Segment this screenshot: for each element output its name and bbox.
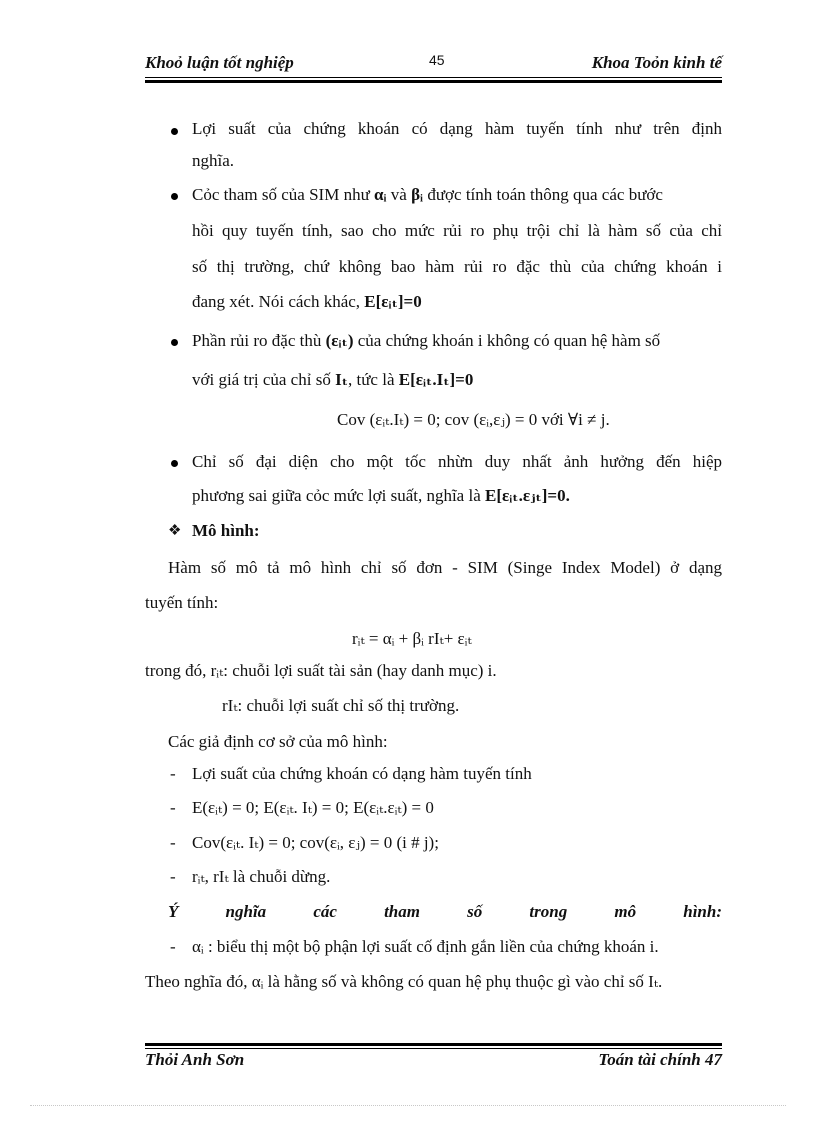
dash-icon: - bbox=[170, 764, 176, 783]
header-rule-thick bbox=[145, 80, 722, 83]
header-right-title: Khoa Toỏn kinh tế bbox=[591, 53, 722, 72]
footer-rule-thick bbox=[145, 1043, 722, 1046]
bullet-dot-icon bbox=[171, 128, 178, 135]
bullet-2-text-d: đang xét. Nói cách khác, bbox=[192, 292, 361, 311]
meaning-heading: Ý nghĩa các tham số trong mô hình: bbox=[168, 902, 722, 921]
index-symbol: Iₜ bbox=[335, 370, 348, 389]
page-bottom-dotted-line bbox=[30, 1105, 786, 1106]
assumption-item: E(εᵢₜ) = 0; E(εᵢₜ. Iₜ) = 0; E(εᵢₜ.εᵢₜ) = 0 bbox=[192, 798, 434, 817]
assumptions-title: Các giả định cơ sở của mô hình: bbox=[168, 732, 388, 751]
expectation-formula: E[εᵢₜ.Iₜ]=0 bbox=[398, 370, 474, 389]
epsilon-symbol: (εᵢₜ) bbox=[325, 331, 354, 350]
covariance-formula: Cov (εᵢₜ.Iₜ) = 0; cov (εᵢ,εⱼ) = 0 với ∀i ≠ j. bbox=[337, 410, 610, 429]
bullet-3-line-1 bbox=[192, 330, 722, 352]
bullet-2-text-b: và bbox=[390, 185, 407, 204]
dash-icon: - bbox=[170, 937, 176, 956]
page-number: 45 bbox=[429, 52, 445, 68]
bullet-2-text-a: Cỏc tham số của SIM như bbox=[192, 185, 370, 204]
bullet-3-text-d: , tức là bbox=[348, 370, 395, 389]
header-left-title: Khoỏ luận tốt nghiệp bbox=[145, 53, 294, 72]
bullet-2-text-c: được tính toán thông qua các bước bbox=[427, 185, 663, 204]
assumption-item: rᵢₜ, rIₜ là chuỗi dừng. bbox=[192, 867, 331, 886]
alpha-symbol: αᵢ bbox=[374, 185, 387, 204]
meaning-line-2: Theo nghĩa đó, αᵢ là hằng số và không có quan hệ phụ thuộc gì vào chỉ số Iₜ. bbox=[145, 972, 663, 991]
bullet-4-line-2 bbox=[192, 485, 570, 507]
page-header bbox=[145, 50, 722, 74]
dash-icon: - bbox=[170, 867, 176, 886]
expectation-formula: E[εᵢₜ.εⱼₜ]=0. bbox=[485, 486, 570, 505]
bullet-dot-icon bbox=[171, 193, 178, 200]
beta-symbol: βᵢ bbox=[411, 185, 424, 204]
bullet-3-text-c: với giá trị của chỉ số bbox=[192, 370, 331, 389]
four-diamond-icon: ❖ bbox=[168, 523, 182, 539]
bullet-4-line-1: Chỉ số đại diện cho một tốc nhừn duy nhất ảnh hưởng đến hiệp bbox=[192, 452, 722, 471]
bullet-3-text-a: Phần rủi ro đặc thù bbox=[192, 331, 322, 350]
bullet-dot-icon bbox=[171, 339, 178, 346]
header-rule-thin bbox=[145, 77, 722, 78]
dash-icon: - bbox=[170, 833, 176, 852]
expectation-formula: E[εᵢₜ]=0 bbox=[364, 292, 422, 311]
bullet-2-line-2: hồi quy tuyến tính, sao cho mức rủi ro phụ trội chỉ là hàm số của chỉ bbox=[192, 221, 722, 240]
meaning-line-1: αᵢ : biểu thị một bộ phận lợi suất cố định gắn liền của chứng khoán i. bbox=[192, 937, 659, 956]
model-heading: Mô hình: bbox=[192, 521, 260, 540]
footer-author: Thỏi Anh Sơn bbox=[145, 1050, 245, 1069]
assumption-item: Lợi suất của chứng khoán có dạng hàm tuyến tính bbox=[192, 764, 532, 783]
bullet-2-line-4 bbox=[192, 291, 422, 313]
assumption-item: Cov(εᵢₜ. Iₜ) = 0; cov(εᵢ, εⱼ) = 0 (i # j); bbox=[192, 833, 439, 852]
bullet-1-line-2: nghĩa. bbox=[192, 151, 235, 170]
model-equation: rᵢₜ = αᵢ + βᵢ rIₜ+ εᵢₜ bbox=[352, 629, 472, 648]
dash-icon: - bbox=[170, 798, 176, 817]
bullet-dot-icon bbox=[171, 460, 178, 467]
bullet-3-text-b: của chứng khoán i không có quan hệ hàm số bbox=[357, 331, 661, 350]
model-where-line-2: rIₜ: chuỗi lợi suất chỉ số thị trường. bbox=[222, 696, 460, 715]
model-where-line-1: trong đó, rᵢₜ: chuỗi lợi suất tài sản (hay danh mục) i. bbox=[145, 661, 497, 680]
model-intro-line-2: tuyến tính: bbox=[145, 593, 219, 612]
bullet-1-line-1: Lợi suất của chứng khoán có dạng hàm tuyến tính như trên định bbox=[192, 119, 722, 138]
bullet-2-line-1 bbox=[192, 184, 722, 206]
page-footer bbox=[145, 1047, 722, 1071]
model-intro-line-1: Hàm số mô tả mô hình chỉ số đơn - SIM (Singe Index Model) ở dạng bbox=[168, 558, 722, 577]
bullet-3-line-2 bbox=[192, 369, 473, 391]
footer-course: Toán tài chính 47 bbox=[598, 1050, 722, 1069]
bullet-2-line-3: số thị trường, chứ không bao hàm rủi ro đặc thù của chứng khoán i bbox=[192, 257, 722, 276]
bullet-4-text-a: phương sai giữa cỏc mức lợi suất, nghĩa là bbox=[192, 486, 481, 505]
